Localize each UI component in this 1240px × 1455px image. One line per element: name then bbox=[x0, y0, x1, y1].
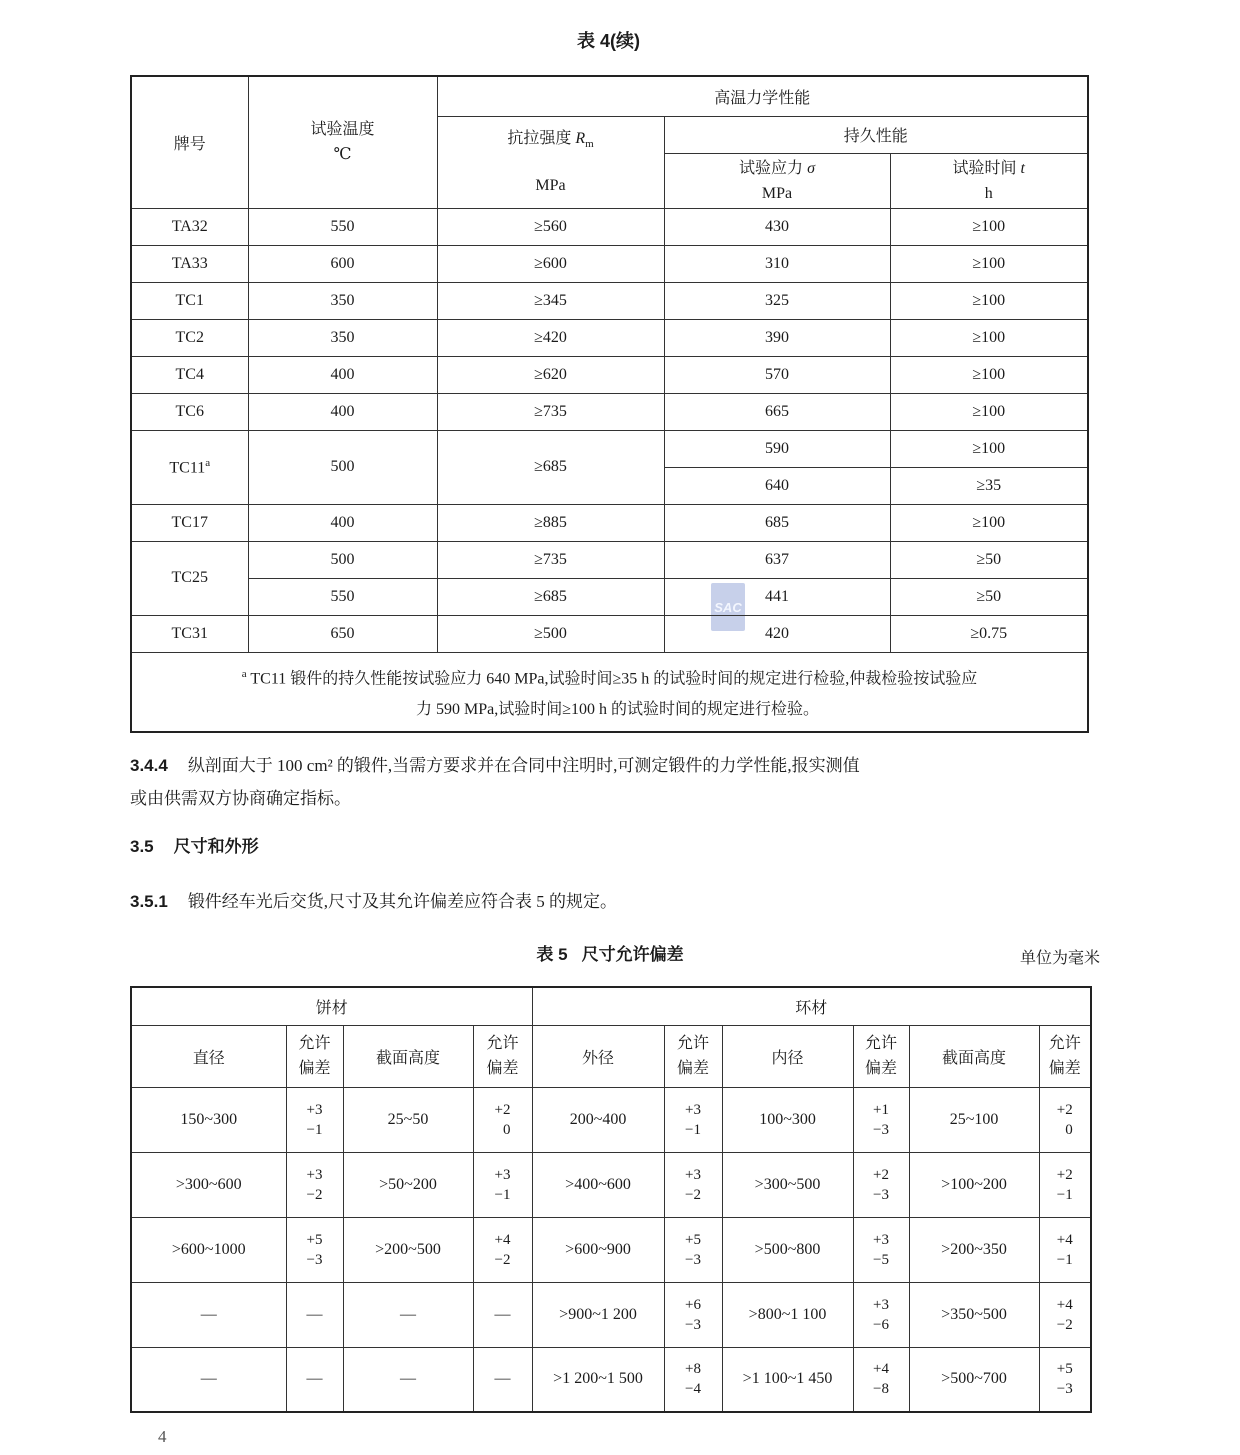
t5-cell-range: 100~300 bbox=[722, 1087, 853, 1152]
footnote-line-1: TC11 锻件的持久性能按试验应力 640 MPa,试验时间≥35 h 的试验时间的规定进行检验,仲裁检验按试验应 bbox=[250, 669, 978, 687]
t5-cell-tolerance: — bbox=[286, 1282, 343, 1347]
t5-cell-range: — bbox=[131, 1282, 286, 1347]
t4-cell-temp: 400 bbox=[248, 504, 437, 541]
t5-cell-tolerance: +5 −3 bbox=[286, 1217, 343, 1282]
t4-cell-stress: 310 bbox=[664, 245, 890, 282]
t5-cell-tolerance: +3 −2 bbox=[664, 1152, 722, 1217]
t5-col-section-height: 截面高度 bbox=[343, 1025, 473, 1087]
t4-cell-time: ≥100 bbox=[890, 393, 1088, 430]
clause-title: 尺寸和外形 bbox=[173, 837, 259, 856]
t5-col-section-height: 截面高度 bbox=[909, 1025, 1039, 1087]
t5-cell-tolerance: — bbox=[286, 1347, 343, 1412]
clause-3-4-4 bbox=[130, 749, 1110, 815]
t4-col-temp-unit: ℃ bbox=[333, 146, 352, 164]
t4-col-stress-unit: MPa bbox=[761, 184, 793, 202]
t4-cell-stress: 685 bbox=[664, 504, 890, 541]
t4-header-row-1 bbox=[131, 76, 1088, 116]
clause-number: 3.4.4 bbox=[130, 756, 168, 775]
t4-cell-stress: 637 bbox=[664, 541, 890, 578]
t4-row-TA33 bbox=[131, 245, 1088, 282]
t4-cell-rm: ≥345 bbox=[437, 282, 664, 319]
t4-row-TC1 bbox=[131, 282, 1088, 319]
t4-cell-temp: 600 bbox=[248, 245, 437, 282]
t5-cell-tolerance: +3 −2 bbox=[286, 1152, 343, 1217]
table5-title: 尺寸允许偏差 bbox=[581, 945, 684, 964]
page-number: 4 bbox=[158, 1427, 167, 1446]
t5-cell-tolerance: +8 −4 bbox=[664, 1347, 722, 1412]
t4-cell-rm: ≥735 bbox=[437, 393, 664, 430]
t5-row-2 bbox=[131, 1152, 1091, 1217]
t5-cell-tolerance: +5 −3 bbox=[1039, 1347, 1091, 1412]
t-symbol: t bbox=[1020, 159, 1025, 177]
t5-cell-range: >1 100~1 450 bbox=[722, 1347, 853, 1412]
table5-number: 表 5 bbox=[536, 945, 568, 964]
t5-row-3 bbox=[131, 1217, 1091, 1282]
rm-subscript: m bbox=[585, 138, 594, 151]
t4-cell-temp: 500 bbox=[248, 541, 437, 578]
t5-col-outer-diameter: 外径 bbox=[532, 1025, 664, 1087]
t4-cell-time: ≥35 bbox=[890, 467, 1088, 504]
clause-number: 3.5 bbox=[130, 837, 154, 856]
t4-col-temp bbox=[248, 76, 437, 208]
t4-cell-temp: 650 bbox=[248, 615, 437, 652]
t5-cell-range: — bbox=[343, 1282, 473, 1347]
t5-cell-range: >600~900 bbox=[532, 1217, 664, 1282]
t4-cell-stress: 590 bbox=[664, 430, 890, 467]
table4-title: 表 4(续) bbox=[577, 31, 640, 51]
t4-cell-grade: TA33 bbox=[131, 245, 248, 282]
t5-col-tolerance: 允许 偏差 bbox=[286, 1025, 343, 1087]
t4-cell-rm: ≥685 bbox=[437, 578, 664, 615]
t5-cell-tolerance: +3 −6 bbox=[853, 1282, 909, 1347]
t4-row-TC2 bbox=[131, 319, 1088, 356]
t4-cell-temp: 350 bbox=[248, 282, 437, 319]
t5-group-disc: 饼材 bbox=[131, 987, 532, 1025]
t5-group-ring: 环材 bbox=[532, 987, 1091, 1025]
t5-row-5 bbox=[131, 1347, 1091, 1412]
t4-cell-rm: ≥735 bbox=[437, 541, 664, 578]
footnote-marker: a bbox=[241, 667, 247, 680]
t4-cell-time: ≥100 bbox=[890, 356, 1088, 393]
t5-row-1 bbox=[131, 1087, 1091, 1152]
t4-row-TC25-b bbox=[131, 578, 1088, 615]
t4-col-temp-label: 试验温度 bbox=[310, 121, 375, 139]
t4-cell-stress: 665 bbox=[664, 393, 890, 430]
clause-3-5-heading bbox=[130, 835, 1110, 859]
clause-text-line-1: 纵剖面大于 100 cm² 的锻件,当需方要求并在合同中注明时,可测定锻件的力学性能,报实测值 bbox=[187, 756, 860, 775]
t4-cell-stress: 570 bbox=[664, 356, 890, 393]
t5-cell-range: >200~350 bbox=[909, 1217, 1039, 1282]
t5-cell-range: 25~50 bbox=[343, 1087, 473, 1152]
t4-cell-time: ≥100 bbox=[890, 430, 1088, 467]
sac-watermark-logo: SAC bbox=[711, 583, 745, 631]
t5-cell-tolerance: +3 −1 bbox=[473, 1152, 532, 1217]
t5-cell-tolerance: — bbox=[473, 1347, 532, 1412]
t4-col-time-unit: h bbox=[984, 184, 993, 202]
t4-row-TC11-a bbox=[131, 430, 1088, 467]
footnote-line-2: 力 590 MPa,试验时间≥100 h 的试验时间的规定进行检验。 bbox=[416, 700, 820, 718]
t4-cell-temp: 350 bbox=[248, 319, 437, 356]
t4-cell-grade: TC17 bbox=[131, 504, 248, 541]
t4-row-TC6 bbox=[131, 393, 1088, 430]
t5-cell-tolerance: +2 0 bbox=[1039, 1087, 1091, 1152]
t5-cell-tolerance: +2 −3 bbox=[853, 1152, 909, 1217]
t5-col-tolerance: 允许 偏差 bbox=[1039, 1025, 1091, 1087]
t5-cell-tolerance: — bbox=[473, 1282, 532, 1347]
t4-col-time bbox=[890, 153, 1088, 208]
t5-cell-range: 200~400 bbox=[532, 1087, 664, 1152]
t5-cell-range: >800~1 100 bbox=[722, 1282, 853, 1347]
t4-cell-time: ≥100 bbox=[890, 208, 1088, 245]
t5-cell-range: >900~1 200 bbox=[532, 1282, 664, 1347]
t5-group-header-row bbox=[131, 987, 1091, 1025]
t4-cell-time: ≥100 bbox=[890, 319, 1088, 356]
t4-col-hightemp: 高温力学性能 bbox=[437, 76, 1088, 116]
t4-cell-temp: 550 bbox=[248, 578, 437, 615]
t5-cell-range: 25~100 bbox=[909, 1087, 1039, 1152]
t4-cell-temp: 550 bbox=[248, 208, 437, 245]
clause-number: 3.5.1 bbox=[130, 892, 168, 911]
t5-cell-range: >400~600 bbox=[532, 1152, 664, 1217]
t4-cell-rm: ≥560 bbox=[437, 208, 664, 245]
t5-cell-range: 150~300 bbox=[131, 1087, 286, 1152]
t5-col-diameter: 直径 bbox=[131, 1025, 286, 1087]
t5-cell-range: >350~500 bbox=[909, 1282, 1039, 1347]
t5-cell-tolerance: +3 −5 bbox=[853, 1217, 909, 1282]
t4-row-TC25-a bbox=[131, 541, 1088, 578]
table5-unit-note: 单位为毫米 bbox=[1019, 950, 1100, 967]
t4-cell-rm: ≥620 bbox=[437, 356, 664, 393]
t5-cell-range: >1 200~1 500 bbox=[532, 1347, 664, 1412]
t4-col-stress-label: 试验应力 bbox=[739, 159, 804, 177]
footnote-marker: a bbox=[205, 456, 211, 469]
t4-cell-time: ≥100 bbox=[890, 282, 1088, 319]
t5-cell-tolerance: +3 −1 bbox=[286, 1087, 343, 1152]
t4-col-tensile-label: 抗拉强度 bbox=[507, 129, 572, 147]
t5-cell-range: >100~200 bbox=[909, 1152, 1039, 1217]
t4-col-time-label: 试验时间 bbox=[952, 159, 1017, 177]
t5-cell-range: >300~600 bbox=[131, 1152, 286, 1217]
t5-cell-range: — bbox=[343, 1347, 473, 1412]
t4-row-TC31 bbox=[131, 615, 1088, 652]
t5-cell-range: >300~500 bbox=[722, 1152, 853, 1217]
t5-cell-range: >200~500 bbox=[343, 1217, 473, 1282]
t5-cell-tolerance: +1 −3 bbox=[853, 1087, 909, 1152]
t4-cell-stress: 325 bbox=[664, 282, 890, 319]
t5-cell-tolerance: +4 −1 bbox=[1039, 1217, 1091, 1282]
t5-header-row bbox=[131, 1025, 1091, 1087]
t4-col-grade: 牌号 bbox=[131, 76, 248, 208]
t4-cell-stress: 390 bbox=[664, 319, 890, 356]
t4-cell-temp: 400 bbox=[248, 356, 437, 393]
t5-cell-range: >500~800 bbox=[722, 1217, 853, 1282]
clause-3-5-1 bbox=[130, 885, 1110, 918]
t5-cell-tolerance: +6 −3 bbox=[664, 1282, 722, 1347]
t5-cell-tolerance: +2 −1 bbox=[1039, 1152, 1091, 1217]
t4-cell-grade: TC2 bbox=[131, 319, 248, 356]
t5-cell-tolerance: +2 0 bbox=[473, 1087, 532, 1152]
table4 bbox=[130, 75, 1089, 733]
t4-cell-time: ≥50 bbox=[890, 541, 1088, 578]
t5-cell-tolerance: +4 −2 bbox=[1039, 1282, 1091, 1347]
t4-cell-rm: ≥685 bbox=[437, 430, 664, 504]
t5-cell-range: — bbox=[131, 1347, 286, 1412]
t4-cell-rm: ≥885 bbox=[437, 504, 664, 541]
rm-symbol: R bbox=[575, 129, 586, 147]
t4-cell-time: ≥50 bbox=[890, 578, 1088, 615]
t4-row-TC17 bbox=[131, 504, 1088, 541]
table5 bbox=[130, 986, 1092, 1413]
t5-col-tolerance: 允许 偏差 bbox=[473, 1025, 532, 1087]
t4-col-stress bbox=[664, 153, 890, 208]
t4-cell-grade: TC11$^a$ bbox=[131, 430, 248, 504]
table5-caption bbox=[130, 942, 1100, 968]
t5-col-tolerance: 允许 偏差 bbox=[853, 1025, 909, 1087]
t4-cell-time: ≥100 bbox=[890, 245, 1088, 282]
sigma-symbol: σ bbox=[807, 159, 815, 177]
t4-row-TA32 bbox=[131, 208, 1088, 245]
t4-cell-rm: ≥500 bbox=[437, 615, 664, 652]
t4-cell-stress: 420 bbox=[664, 615, 890, 652]
t4-cell-grade: TC6 bbox=[131, 393, 248, 430]
t4-cell-stress: 441 bbox=[664, 578, 890, 615]
t4-cell-rm: ≥600 bbox=[437, 245, 664, 282]
t4-cell-stress: 430 bbox=[664, 208, 890, 245]
t4-cell-temp: 400 bbox=[248, 393, 437, 430]
t4-cell-time: ≥0.75 bbox=[890, 615, 1088, 652]
t4-footnote-row bbox=[131, 652, 1088, 732]
clause-text: 锻件经车光后交货,尺寸及其允许偏差应符合表 5 的规定。 bbox=[187, 892, 618, 911]
t4-cell-time: ≥100 bbox=[890, 504, 1088, 541]
t5-cell-tolerance: +4 −8 bbox=[853, 1347, 909, 1412]
t4-cell-grade: TC4 bbox=[131, 356, 248, 393]
t4-cell-grade: TC25 bbox=[131, 541, 248, 615]
t4-cell-rm: ≥420 bbox=[437, 319, 664, 356]
t4-col-tensile-unit: MPa bbox=[535, 177, 566, 195]
clause-text-line-2: 或由供需双方协商确定指标。 bbox=[130, 789, 351, 808]
t4-col-tensile bbox=[437, 116, 664, 208]
t5-cell-range: >500~700 bbox=[909, 1347, 1039, 1412]
t5-cell-tolerance: +3 −1 bbox=[664, 1087, 722, 1152]
t5-cell-range: >600~1000 bbox=[131, 1217, 286, 1282]
t5-col-tolerance: 允许 偏差 bbox=[664, 1025, 722, 1087]
t4-footnote bbox=[131, 652, 1088, 732]
t5-cell-tolerance: +5 −3 bbox=[664, 1217, 722, 1282]
t4-row-TC4 bbox=[131, 356, 1088, 393]
t5-row-4 bbox=[131, 1282, 1091, 1347]
t4-cell-grade: TA32 bbox=[131, 208, 248, 245]
t4-cell-stress: 640 bbox=[664, 467, 890, 504]
t5-cell-range: >50~200 bbox=[343, 1152, 473, 1217]
t5-col-inner-diameter: 内径 bbox=[722, 1025, 853, 1087]
t4-col-endurance: 持久性能 bbox=[664, 116, 1088, 153]
t4-cell-temp: 500 bbox=[248, 430, 437, 504]
t4-cell-grade: TC1 bbox=[131, 282, 248, 319]
t4-cell-grade: TC31 bbox=[131, 615, 248, 652]
t5-cell-tolerance: +4 −2 bbox=[473, 1217, 532, 1282]
